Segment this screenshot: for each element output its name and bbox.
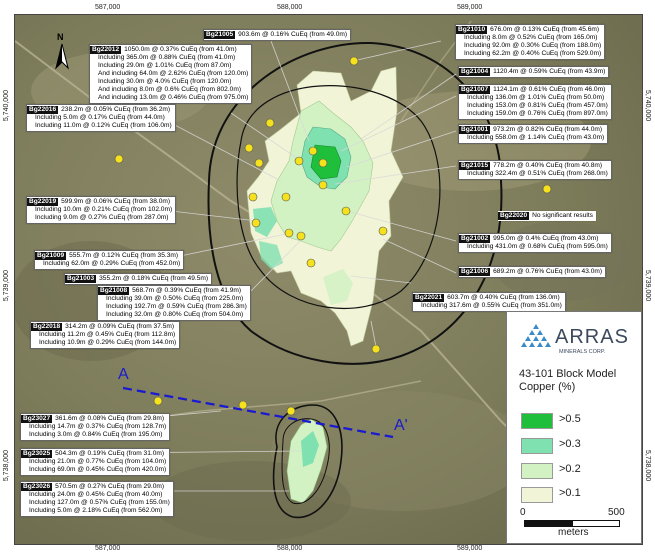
drillhole-id: Bg22016 bbox=[29, 106, 57, 113]
drillhole-interval: Including 136.0m @ 1.01% CuEq (from 50.0m) bbox=[467, 94, 605, 101]
drillhole-label bbox=[458, 160, 612, 180]
drillhole-result-row bbox=[98, 287, 247, 295]
drillhole-result-row bbox=[27, 198, 172, 206]
drillhole-result: 314.2m @ 0.09% CuEq (from 37.5m) bbox=[65, 323, 175, 330]
drillhole-result: 555.7m @ 0.12% CuEq (from 35.3m) bbox=[69, 252, 179, 259]
scale-bar bbox=[520, 507, 625, 539]
drillhole-label bbox=[26, 104, 176, 132]
drillhole-id: Bg21006 bbox=[461, 268, 489, 275]
legend-title bbox=[519, 368, 616, 394]
drillhole-id: Bg23025 bbox=[23, 450, 51, 457]
drillhole-result-row bbox=[21, 483, 170, 491]
arras-logo-icon bbox=[519, 322, 553, 356]
section-end-label: A' bbox=[394, 417, 408, 434]
drillhole-result: 689.2m @ 0.76% CuEq (from 43.0m) bbox=[493, 268, 603, 275]
drillhole-interval: Including 365.0m @ 0.88% CuEq (from 41.0m) bbox=[98, 54, 236, 61]
drillhole-label bbox=[458, 233, 612, 253]
x-tick-bottom-1: 587,000 bbox=[95, 545, 121, 552]
drillhole-result-row bbox=[21, 415, 166, 423]
drillhole-interval: Including 9.0m @ 0.27% CuEq (from 287.0m) bbox=[35, 214, 169, 221]
drillhole-label bbox=[458, 66, 609, 78]
drillhole-label bbox=[455, 24, 605, 60]
drillhole-id: Bg22021 bbox=[415, 294, 443, 301]
scale-segment-dark bbox=[524, 520, 574, 527]
drillhole-interval: Including 192.7m @ 0.59% CuEq (from 286.3m) bbox=[106, 303, 247, 310]
scale-end: 500 bbox=[608, 507, 625, 518]
drillhole-result: 361.6m @ 0.08% CuEq (from 29.8m) bbox=[55, 415, 165, 422]
drillhole-result-row bbox=[459, 68, 605, 76]
legend-title-line1: 43-101 Block Model bbox=[519, 368, 617, 380]
drillhole-interval: Including 29.0m @ 1.01% CuEq (from 87.0m) bbox=[98, 62, 232, 69]
drillhole-result-row bbox=[459, 86, 608, 94]
drillhole-label bbox=[26, 196, 176, 224]
brand-name: ARRAS bbox=[555, 326, 629, 348]
drillhole-id: Bg21001 bbox=[461, 126, 489, 133]
drillhole-interval: Including 431.0m @ 0.68% CuEq (from 595.0m) bbox=[467, 243, 608, 250]
drillhole-result-row bbox=[459, 162, 608, 170]
drillhole-interval: Including 14.7m @ 0.37% CuEq (from 128.7m) bbox=[29, 423, 167, 430]
drillhole-id: Bg21002 bbox=[461, 235, 489, 242]
drillhole-result-row bbox=[204, 31, 347, 39]
drillhole-label bbox=[458, 84, 612, 120]
drillhole-interval: Including 10.0m @ 0.21% CuEq (from 102.0m) bbox=[35, 206, 173, 213]
north-label: N bbox=[57, 32, 64, 42]
legend-title-line2: Copper (%) bbox=[519, 381, 576, 393]
drillhole-result-row bbox=[413, 294, 562, 302]
x-tick-top-3: 589,000 bbox=[457, 4, 483, 11]
north-arrow-icon bbox=[50, 34, 74, 72]
drillhole-label bbox=[97, 285, 251, 321]
drillhole-result-row bbox=[65, 275, 208, 283]
drillhole-interval: Including 11.0m @ 0.12% CuEq (from 106.0m) bbox=[35, 122, 172, 129]
scale-segment-light bbox=[572, 520, 620, 527]
drillhole-result-row bbox=[31, 323, 176, 331]
drillhole-label bbox=[458, 266, 606, 278]
drillhole-label bbox=[203, 29, 351, 41]
drillhole-result: 570.5m @ 0.27% CuEq (from 29.0m) bbox=[55, 483, 165, 490]
drillhole-interval: Including 5.0m @ 0.17% CuEq (from 44.0m) bbox=[35, 114, 165, 121]
drillhole-id: Bg22020 bbox=[500, 212, 528, 219]
drillhole-result: No significant results bbox=[532, 212, 593, 219]
drillhole-id: Bg22018 bbox=[33, 323, 61, 330]
drillhole-label bbox=[458, 124, 608, 144]
drillhole-interval: Including 11.2m @ 0.45% CuEq (from 112.8m) bbox=[39, 331, 176, 338]
drillhole-interval: Including 5.0m @ 2.18% CuEq (from 562.0m) bbox=[29, 507, 163, 514]
drillhole-interval: Including 8.0m @ 0.52% CuEq (from 165.0m) bbox=[464, 34, 598, 41]
drillhole-label bbox=[64, 273, 212, 285]
drillhole-interval: And including 13.0m @ 0.46% CuEq (from 975.0m) bbox=[98, 94, 249, 101]
legend-label: >0.1 bbox=[559, 487, 581, 499]
x-tick-bottom-2: 588,000 bbox=[277, 545, 303, 552]
drillhole-id: Bg21010 bbox=[458, 26, 486, 33]
drillhole-interval: Including 322.4m @ 0.51% CuEq (from 268.0m) bbox=[467, 170, 608, 177]
drillhole-label bbox=[412, 292, 566, 312]
legend-label: >0.5 bbox=[559, 413, 581, 425]
drillhole-label bbox=[20, 448, 170, 476]
drillhole-interval: Including 558.0m @ 1.14% CuEq (from 43.0m) bbox=[467, 134, 605, 141]
drillhole-id: Bg21005 bbox=[206, 31, 234, 38]
drillhole-id: Bg21004 bbox=[461, 68, 489, 75]
legend-swatch bbox=[521, 463, 553, 479]
y-tick-left-2: 5,739,000 bbox=[3, 270, 10, 302]
section-start-label: A bbox=[118, 366, 129, 383]
drillhole-interval: Including 127.0m @ 0.57% CuEq (from 155.0m) bbox=[29, 499, 170, 506]
legend-swatch bbox=[521, 487, 553, 503]
drillhole-result: 1124.1m @ 0.61% CuEq (from 46.0m) bbox=[493, 86, 606, 93]
drillhole-interval: Including 62.0m @ 0.29% CuEq (from 452.0m) bbox=[43, 260, 181, 267]
drillhole-interval: Including 159.0m @ 0.76% CuEq (from 897.0m) bbox=[467, 110, 608, 117]
drillhole-result-row bbox=[459, 126, 604, 134]
drillhole-result-row bbox=[456, 26, 601, 34]
drillhole-result-row bbox=[459, 268, 602, 276]
drillhole-interval: Including 39.0m @ 0.50% CuEq (from 225.0m) bbox=[106, 295, 244, 302]
drillhole-interval: Including 69.0m @ 0.45% CuEq (from 420.0m) bbox=[29, 466, 167, 473]
legend-swatch bbox=[521, 413, 553, 429]
x-tick-bottom-3: 589,000 bbox=[457, 545, 483, 552]
drillhole-result-row bbox=[27, 106, 172, 114]
drillhole-interval: Including 21.0m @ 0.77% CuEq (from 104.0m) bbox=[29, 458, 167, 465]
drillhole-interval: Including 30.0m @ 4.0% CuEq (from 120.0m) bbox=[98, 78, 232, 85]
drillhole-label bbox=[20, 481, 174, 517]
legend-label: >0.2 bbox=[559, 463, 581, 475]
drillhole-result: 568.7m @ 0.39% CuEq (from 41.9m) bbox=[132, 287, 242, 294]
x-tick-top-2: 588,000 bbox=[277, 4, 303, 11]
drillhole-result: 973.2m @ 0.82% CuEq (from 44.0m) bbox=[493, 126, 603, 133]
drillhole-result: 1120.4m @ 0.59% CuEq (from 43.9m) bbox=[493, 68, 606, 75]
drillhole-id: Bg21008 bbox=[100, 287, 128, 294]
drillhole-interval: And including 8.0m @ 0.6% CuEq (from 802.0m) bbox=[98, 86, 242, 93]
drillhole-result-row bbox=[459, 235, 608, 243]
drillhole-result: 1050.0m @ 0.37% CuEq (from 41.0m) bbox=[124, 46, 237, 53]
y-tick-right-2: 5,739,000 bbox=[644, 270, 651, 302]
drillhole-result-row bbox=[35, 252, 180, 260]
drillhole-id: Bg22019 bbox=[29, 198, 57, 205]
drillhole-result-row bbox=[90, 46, 248, 54]
legend-swatch bbox=[521, 438, 553, 454]
drillhole-label bbox=[498, 211, 596, 221]
brand-subtitle: MINERALS CORP. bbox=[559, 349, 606, 355]
drillhole-interval: Including 62.2m @ 0.40% CuEq (from 529.0m) bbox=[464, 50, 602, 57]
drillhole-interval: And including 64.0m @ 2.62% CuEq (from 120.0m) bbox=[98, 70, 249, 77]
drillhole-result: 238.2m @ 0.05% CuEq (from 36.2m) bbox=[61, 106, 171, 113]
drillhole-interval: Including 10.9m @ 0.29% CuEq (from 144.0m) bbox=[39, 339, 177, 346]
drillhole-id: Bg23027 bbox=[23, 415, 51, 422]
scale-start: 0 bbox=[520, 507, 526, 518]
drillhole-result: 599.9m @ 0.06% CuEq (from 38.0m) bbox=[61, 198, 171, 205]
drillhole-result-row bbox=[21, 450, 166, 458]
drillhole-label bbox=[20, 413, 170, 441]
drillhole-id: Bg23026 bbox=[23, 483, 51, 490]
drillhole-interval: Including 3.0m @ 0.84% CuEq (from 195.0m) bbox=[29, 431, 163, 438]
y-tick-left-1: 5,740,000 bbox=[3, 90, 10, 122]
drillhole-interval: Including 92.0m @ 0.30% CuEq (from 188.0m) bbox=[464, 42, 602, 49]
arras-logo bbox=[519, 322, 629, 360]
drillhole-interval: Including 153.0m @ 0.81% CuEq (from 457.0m) bbox=[467, 102, 608, 109]
drillhole-id: Bg22012 bbox=[92, 46, 120, 53]
y-tick-right-3: 5,738,000 bbox=[644, 450, 651, 482]
drillhole-label bbox=[89, 44, 252, 104]
drillhole-result: 355.2m @ 0.18% CuEq (from 49.5m) bbox=[99, 275, 209, 282]
drillhole-result: 504.3m @ 0.19% CuEq (from 31.0m) bbox=[55, 450, 165, 457]
drillhole-id: Bg21007 bbox=[461, 86, 489, 93]
drillhole-label bbox=[30, 321, 180, 349]
legend-label: >0.3 bbox=[559, 438, 581, 450]
drillhole-result: 778.2m @ 0.40% CuEq (from 40.8m) bbox=[493, 162, 603, 169]
drillhole-interval: Including 317.6m @ 0.55% CuEq (from 351.0m) bbox=[421, 302, 562, 309]
drillhole-result: 995.0m @ 0.4% CuEq (from 43.0m) bbox=[493, 235, 599, 242]
scale-unit: meters bbox=[558, 527, 589, 538]
drillhole-id: Bg21015 bbox=[461, 162, 489, 169]
drillhole-result: 676.0m @ 0.13% CuEq (from 45.6m) bbox=[490, 26, 600, 33]
drillhole-label bbox=[34, 250, 184, 270]
drillhole-id: Bg21003 bbox=[67, 275, 95, 282]
y-tick-left-3: 5,738,000 bbox=[3, 450, 10, 482]
drillhole-interval: Including 32.0m @ 0.80% CuEq (from 504.0m) bbox=[106, 311, 244, 318]
drillhole-interval: Including 24.0m @ 0.45% CuEq (from 40.0m) bbox=[29, 491, 163, 498]
drillhole-result: 603.7m @ 0.40% CuEq (from 136.0m) bbox=[447, 294, 560, 301]
drillhole-id: Bg21009 bbox=[37, 252, 65, 259]
drillhole-result-row bbox=[498, 212, 593, 220]
y-tick-right-1: 5,740,000 bbox=[644, 90, 651, 122]
x-tick-top-1: 587,000 bbox=[95, 4, 121, 11]
drillhole-result: 903.6m @ 0.16% CuEq (from 49.0m) bbox=[238, 31, 348, 38]
